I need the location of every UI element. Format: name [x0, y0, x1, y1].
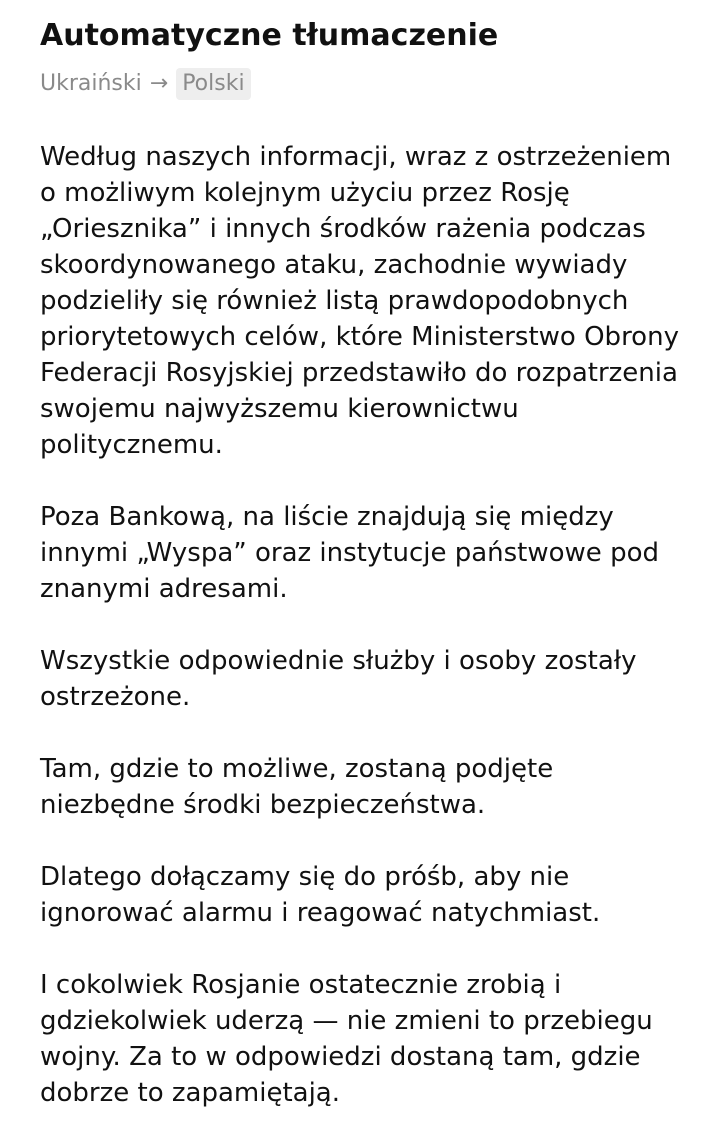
paragraph: Tam, gdzie to możliwe, zostaną podjęte niezbędne środki bezpieczeństwa.	[40, 754, 554, 820]
paragraph: Według naszych informacji, wraz z ostrzeżeniem o możliwym kolejnym użyciu przez Rosję „Oriesznika” i innych środków rażenia podczas skoordynowanego ataku, zachodnie wywiady podzieliły się również listą prawdopodobnych priorytetowych celów, które Ministerstwo Obrony Federacji Rosyjskiej przedstawiło do rozpatrzenia swojemu najwyższemu kierownictwu politycznemu.	[40, 142, 679, 460]
arrow-right-icon: →	[149, 71, 169, 96]
page-title: Automatyczne tłumaczenie	[40, 18, 499, 53]
paragraph: I cokolwiek Rosjanie ostatecznie zrobią i gdziekolwiek uderzą — nie zmieni to przebiegu wojny. Za to w odpowiedzi dostaną tam, gdzie dobrze to zapamiętają.	[40, 970, 653, 1108]
target-language-chip[interactable]: Polski	[176, 68, 250, 100]
translated-text	[40, 139, 680, 1147]
source-language: Ukraiński	[40, 71, 142, 96]
paragraph: Dlatego dołączamy się do próśb, aby nie ignorować alarmu i reagować natychmiast.	[40, 862, 601, 928]
language-pair	[40, 68, 251, 100]
paragraph: Poza Bankową, na liście znajdują się między innymi „Wyspa” oraz instytucje państwowe pod znanymi adresami.	[40, 502, 659, 604]
paragraph: Wszystkie odpowiednie służby i osoby zostały ostrzeżone.	[40, 646, 637, 712]
